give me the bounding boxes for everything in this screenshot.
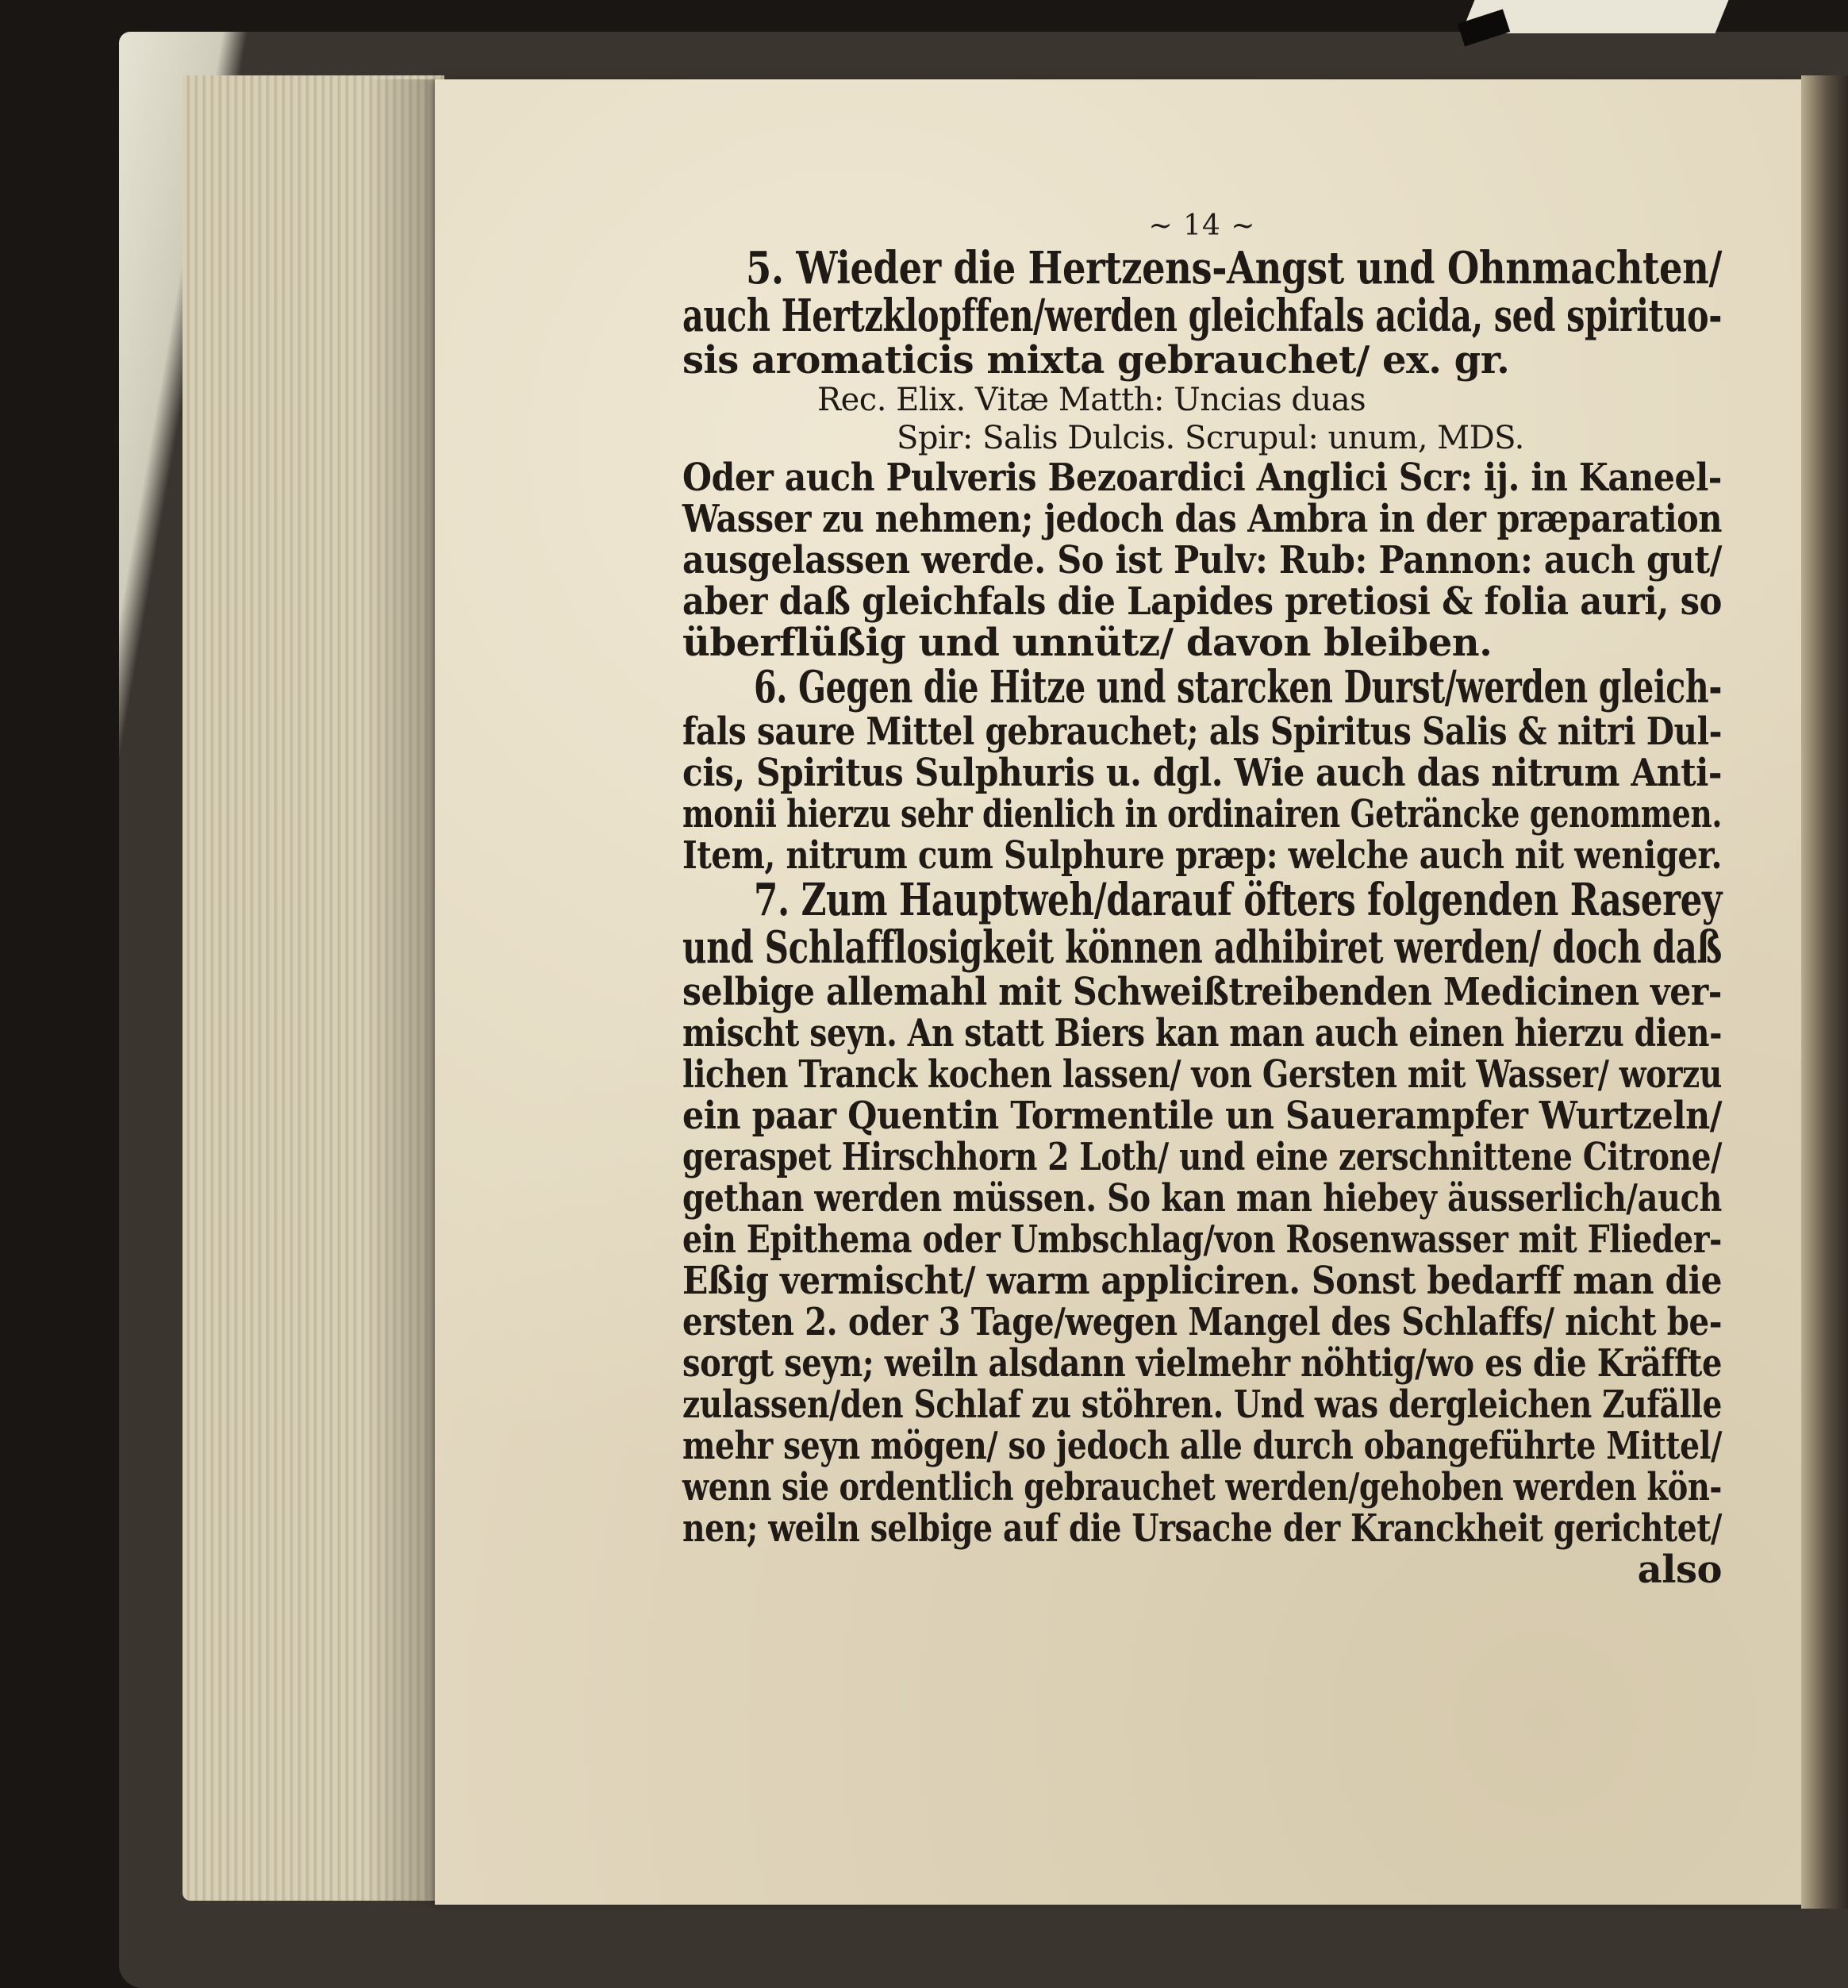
text-line: fals saure Mittel gebrauchet; als Spiritus Salis & nitri Dul-	[682, 709, 1722, 754]
recipe-line: Rec. Elix. Vitæ Matth: Uncias duas	[817, 382, 1366, 418]
text-line: mischt seyn. An statt Biers kan man auch einen hierzu dien-	[682, 1011, 1722, 1056]
text-line: monii hierzu sehr dienlich in ordinairen Geträncke genommen.	[682, 792, 1722, 836]
text-line: 6. Gegen die Hitze und starcken Durst/werden gleich-	[754, 661, 1722, 713]
text-line: sorgt seyn; weiln alsdann vielmehr nöhtig/wo es die Kräffte	[682, 1341, 1722, 1386]
recipe-line: Spir: Salis Dulcis. Scrupul: unum, MDS.	[897, 420, 1524, 456]
text-line: überflüßig und unnütz/ davon bleiben.	[682, 621, 1493, 665]
catchword: also	[1637, 1548, 1722, 1592]
text-line: auch Hertzklopffen/werden gleichfals acida, sed spirituo-	[682, 290, 1722, 342]
text-line: Oder auch Pulveris Bezoardici Anglici Scr: ij. in Kaneel-	[682, 456, 1722, 500]
text-line: cis, Spiritus Sulphuris u. dgl. Wie auch das nitrum Anti-	[682, 751, 1722, 795]
text-line: zulassen/den Schlaf zu stöhren. Und was dergleichen Zufälle	[682, 1382, 1722, 1427]
text-line: sis aromaticis mixta gebrauchet/ ex. gr.	[682, 338, 1510, 383]
page-edges-shadow	[365, 79, 444, 1905]
text-line: gethan werden müssen. So kan man hiebey äusserlich/auch	[682, 1176, 1722, 1221]
text-line: ein paar Quentin Tormentile un Sauerampfer Wurtzeln/	[682, 1094, 1722, 1138]
text-line: lichen Tranck kochen lassen/ von Gersten mit Wasser/ worzu	[682, 1052, 1722, 1097]
text-line: Wasser zu nehmen; jedoch das Ambra in der præparation	[682, 497, 1722, 541]
text-line: wenn sie ordentlich gebrauchet werden/gehoben werden kön-	[682, 1465, 1722, 1509]
text-line: 7. Zum Hauptweh/darauf öfters folgenden Raserey	[754, 874, 1722, 926]
text-line: 5. Wieder die Hertzens-Angst und Ohnmachten/	[746, 242, 1722, 294]
page-text	[682, 208, 1722, 1590]
text-line: ein Epithema oder Umbschlag/von Rosenwasser mit Flieder-	[682, 1217, 1722, 1262]
text-line: geraspet Hirschhorn 2 Loth/ und eine zerschnittene Citrone/	[682, 1135, 1722, 1179]
text-line: selbige allemahl mit Schweißtreibenden Medicinen ver-	[682, 970, 1722, 1014]
text-line: und Schlafflosigkeit können adhibiret werden/ doch daß	[682, 921, 1722, 974]
text-line: Eßig vermischt/ warm appliciren. Sonst bedarff man die	[682, 1259, 1722, 1303]
page-number: ~ 14 ~	[1148, 210, 1256, 242]
text-line: mehr seyn mögen/ so jedoch alle durch obangeführte Mittel/	[682, 1424, 1722, 1468]
text-line: ersten 2. oder 3 Tage/wegen Mangel des Schlaffs/ nicht be-	[682, 1300, 1722, 1344]
book-gutter	[1801, 75, 1848, 1909]
text-line: Item, nitrum cum Sulphure præp: welche auch nit weniger.	[682, 833, 1722, 878]
text-line: ausgelassen werde. So ist Pulv: Rub: Pannon: auch gut/	[682, 538, 1722, 583]
text-line: nen; weiln selbige auf die Ursache der Kranckheit gerichtet/	[682, 1506, 1722, 1551]
text-line: aber daß gleichfals die Lapides pretiosi & folia auri, so	[682, 579, 1722, 624]
